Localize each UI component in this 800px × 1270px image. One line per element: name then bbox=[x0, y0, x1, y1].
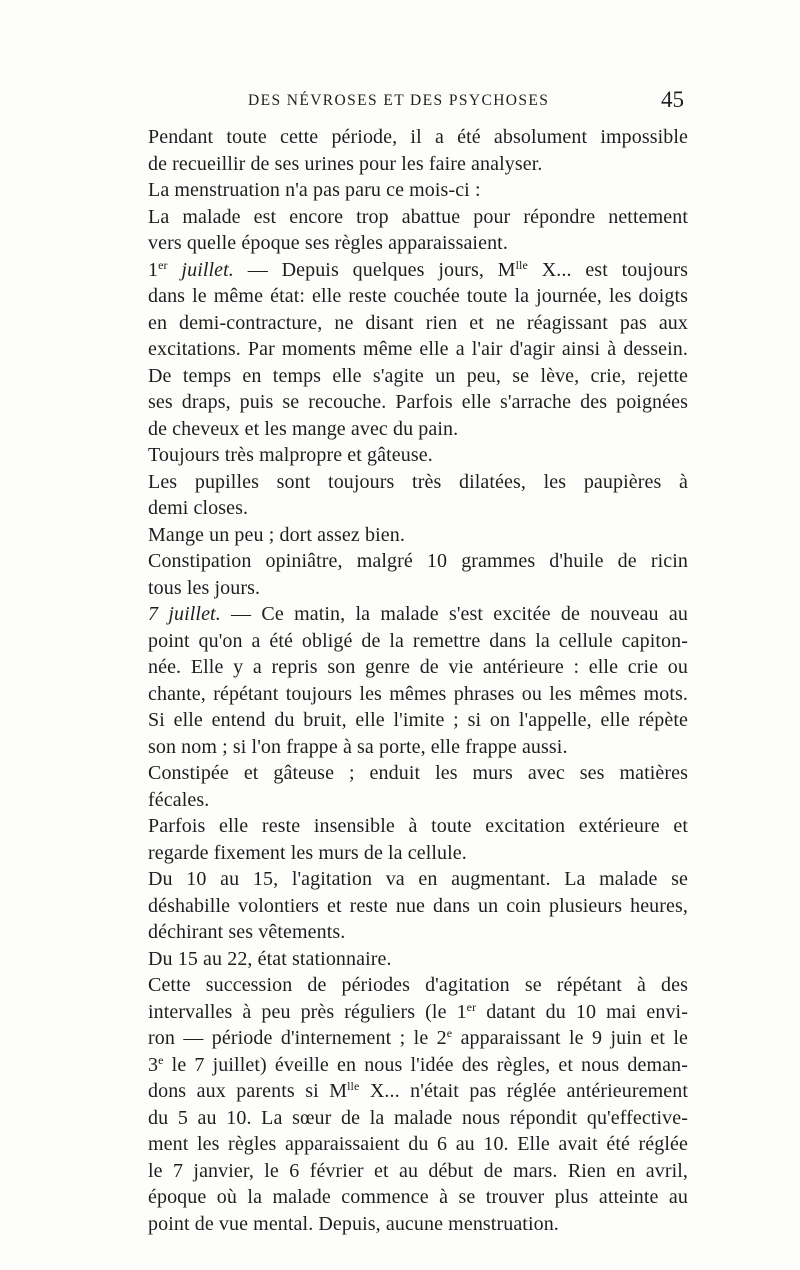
text-line: regarde fixement les murs de la cellule. bbox=[148, 841, 467, 864]
text-line bbox=[148, 1052, 688, 1079]
text-line: de recueillir de ses urines pour les faire analyser. bbox=[148, 152, 543, 175]
text-line: La malade est encore trop abattue pour répondre nettement bbox=[148, 205, 688, 228]
text-run: — Depuis quelques jours, M bbox=[233, 258, 516, 281]
text-line: excitations. Par moments même elle a l'air d'agir ainsi à dessein. bbox=[148, 338, 688, 360]
text-run: er bbox=[158, 257, 168, 272]
page-number: 45 bbox=[661, 87, 684, 112]
text-run: juillet. bbox=[167, 258, 234, 281]
text-run: X... n'était pas réglée antérieurement bbox=[359, 1080, 689, 1102]
body-text bbox=[148, 124, 688, 1237]
text-line: Toujours très malpropre et gâteuse. bbox=[148, 444, 433, 466]
text-line: vers quelle époque ses règles apparaissaient. bbox=[148, 232, 508, 254]
text-line: demi closes. bbox=[148, 497, 249, 519]
text-run: 7 juillet. bbox=[148, 603, 221, 625]
text-run: intervalles à peu près réguliers (le 1 bbox=[148, 1000, 467, 1023]
text-line: Les pupilles sont toujours très dilatées, les paupières à bbox=[148, 470, 688, 493]
text-line: ses draps, puis se recouche. Parfois elle s'arrache des poignées bbox=[148, 391, 688, 413]
text-line: fécales. bbox=[148, 788, 210, 811]
text-line: déshabille volontiers et reste nue dans un coin plusieurs heures, bbox=[148, 894, 688, 917]
text-run: 3 bbox=[148, 1053, 159, 1076]
text-run: lle bbox=[347, 1079, 360, 1093]
text-line: époque où la malade commence à se trouver plus atteinte au bbox=[148, 1186, 688, 1208]
text-line: de cheveux et les mange avec du pain. bbox=[148, 417, 459, 440]
text-line: Constipée et gâteuse ; enduit les murs avec ses matières bbox=[148, 762, 688, 784]
text-run: ron — période d'internement ; le 2 bbox=[148, 1027, 447, 1049]
text-line: point qu'on a été obligé de la remettre dans la cellule capiton- bbox=[148, 629, 688, 652]
text-line: déchirant ses vêtements. bbox=[148, 921, 346, 943]
text-line: Mange un peu ; dort assez bien. bbox=[148, 523, 405, 546]
text-run: X... est toujours bbox=[527, 258, 688, 281]
text-line: tous les jours. bbox=[148, 576, 261, 599]
text-line: dans le même état: elle reste couchée toute la journée, les doigts bbox=[148, 285, 688, 307]
text-run: apparaissant le 9 juin et le bbox=[452, 1027, 688, 1049]
running-head bbox=[148, 88, 690, 118]
text-line: Pendant toute cette période, il a été absolument impossible bbox=[148, 126, 688, 148]
text-line: son nom ; si l'on frappe à sa porte, elle frappe aussi. bbox=[148, 735, 568, 758]
text-line: point de vue mental. Depuis, aucune menstruation. bbox=[148, 1212, 559, 1235]
text-line: Cette succession de périodes d'agitation se répétant à des bbox=[148, 974, 688, 996]
text-line: Du 10 au 15, l'agitation va en augmentant. La malade se bbox=[148, 868, 688, 890]
text-line: Parfois elle reste insensible à toute excitation extérieure et bbox=[148, 815, 688, 837]
text-line: le 7 janvier, le 6 février et au début de mars. Rien en avril, bbox=[148, 1159, 688, 1182]
text-line: chante, répétant toujours les mêmes phrases ou les mêmes mots. bbox=[148, 682, 688, 705]
text-line bbox=[148, 1078, 688, 1105]
text-run: — Ce matin, la malade s'est excitée de nouveau au bbox=[220, 603, 688, 625]
text-line: du 5 au 10. La sœur de la malade nous répondit qu'effective- bbox=[148, 1106, 688, 1129]
text-line: ment les règles apparaissaient du 6 au 10. Elle avait été réglée bbox=[148, 1133, 688, 1155]
text-run: er bbox=[466, 999, 477, 1014]
running-title: DES NÉVROSES ET DES PSYCHOSES bbox=[248, 92, 550, 109]
text-line: De temps en temps elle s'agite un peu, se lève, crie, rejette bbox=[148, 364, 688, 387]
text-line bbox=[148, 257, 688, 284]
text-line: Du 15 au 22, état stationnaire. bbox=[148, 947, 392, 970]
text-line bbox=[148, 999, 688, 1026]
text-run: datant du 10 mai envi- bbox=[476, 1000, 688, 1023]
text-line: Si elle entend du bruit, elle l'imite ; si on l'appelle, elle répète bbox=[148, 709, 688, 731]
text-run: dons aux parents si M bbox=[148, 1080, 348, 1102]
text-run: e bbox=[446, 1026, 453, 1040]
text-run: le 7 juillet) éveille en nous l'idée des règles, et nous deman- bbox=[163, 1053, 688, 1076]
text-line: La menstruation n'a pas paru ce mois-ci : bbox=[148, 179, 481, 201]
text-line: Constipation opiniâtre, malgré 10 grammes d'huile de ricin bbox=[148, 550, 688, 572]
text-line: en demi-contracture, ne disant rien et ne réagissant pas aux bbox=[148, 311, 688, 334]
text-line bbox=[148, 1025, 688, 1052]
text-line bbox=[148, 601, 688, 628]
text-run: 1 bbox=[148, 258, 159, 281]
text-line: née. Elle y a repris son genre de vie antérieure : elle crie ou bbox=[148, 656, 688, 678]
text-run: e bbox=[158, 1052, 164, 1067]
text-run: lle bbox=[515, 257, 528, 272]
